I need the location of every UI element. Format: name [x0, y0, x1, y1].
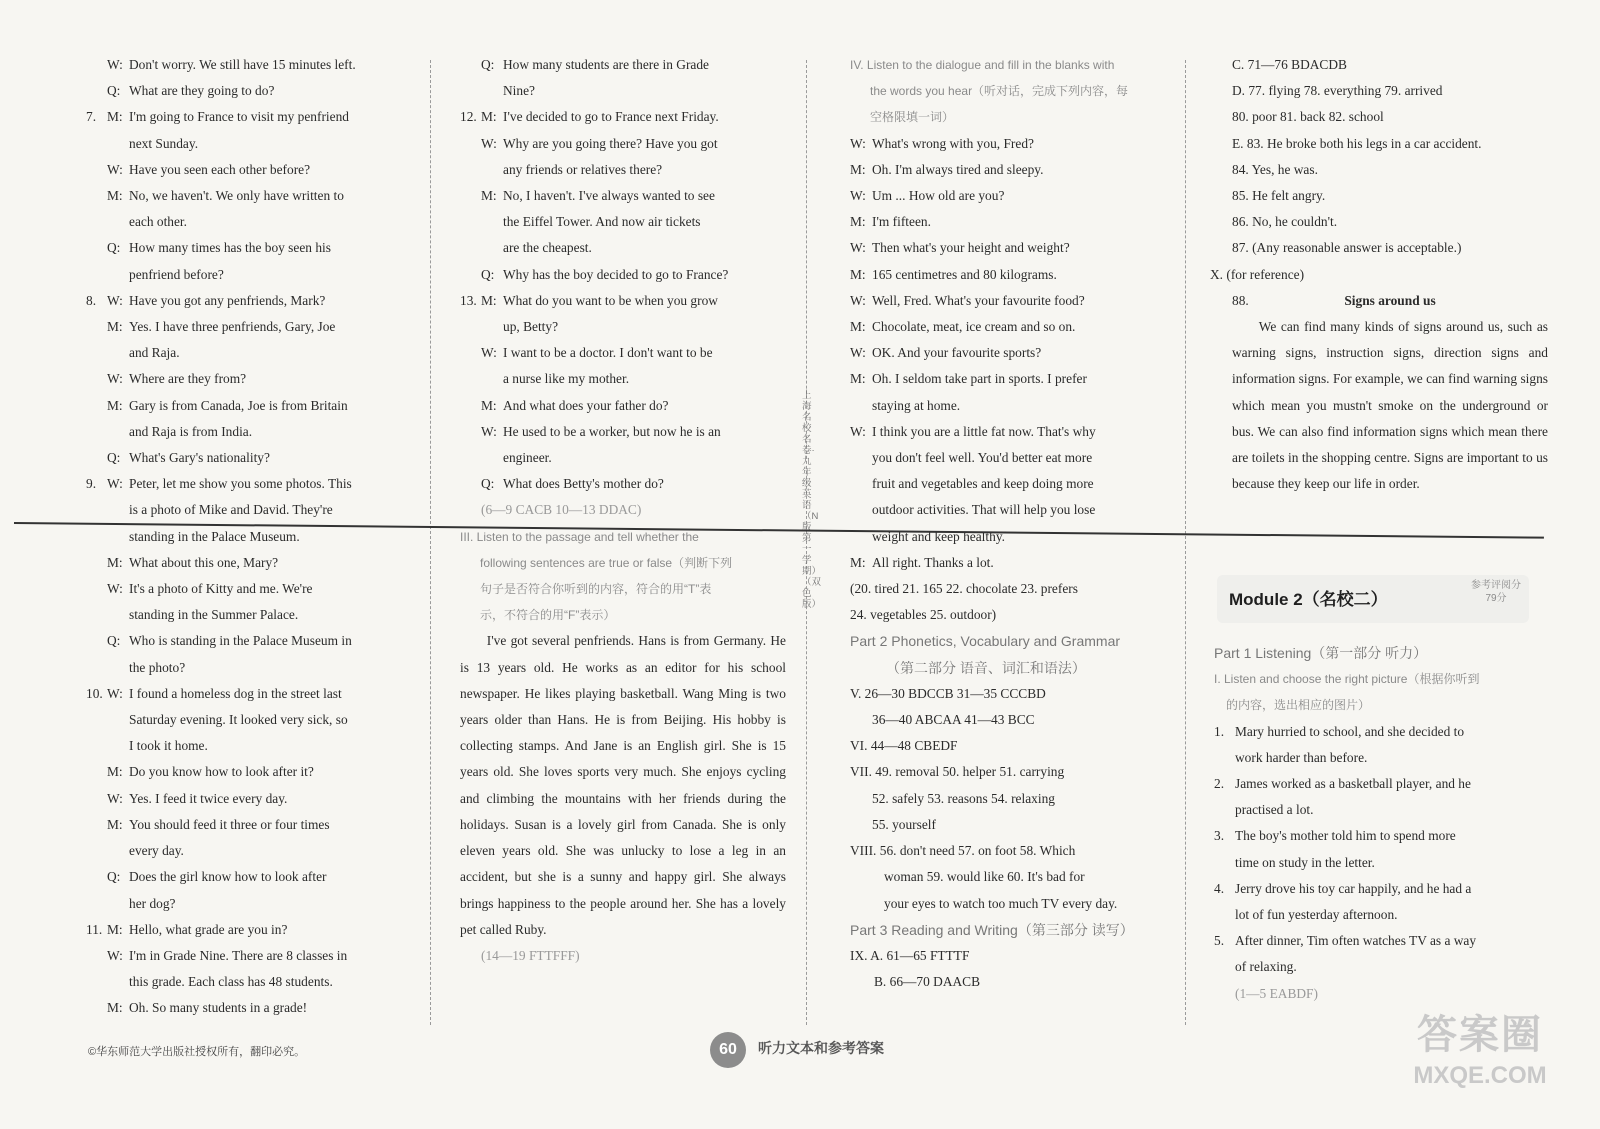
- dialogue-text: Oh. I'm always tired and sleepy.: [872, 161, 1044, 177]
- dialogue-text: Do you know how to look after it?: [129, 764, 314, 780]
- part-3-answers: [850, 943, 1170, 995]
- dialogue-text: up, Betty?: [503, 319, 559, 335]
- dialogue-text: Why are you going there? Have you got: [503, 135, 718, 151]
- speaker-label: M:: [107, 816, 123, 832]
- dialogue-text: I'm fifteen.: [872, 214, 931, 230]
- score-label: 参考评阅分: [1471, 580, 1521, 591]
- dialogue-line: [850, 419, 1170, 445]
- dialogue-line: [86, 995, 402, 1021]
- dialogue-text: No, we haven't. We only have written to: [129, 188, 344, 204]
- speaker-label: M:: [107, 397, 123, 413]
- dialogue-line: [86, 131, 402, 157]
- dialogue-line: [86, 471, 402, 497]
- dialogue-line: [850, 209, 1170, 235]
- speaker-label: M:: [850, 266, 866, 282]
- dialogue-line: [460, 445, 786, 471]
- item-text: After dinner, Tim often watches TV as a way: [1235, 933, 1477, 949]
- dialogue-line: [460, 104, 786, 130]
- dialogue-text: What's Gary's nationality?: [129, 450, 270, 466]
- dialogue-text: 165 centimetres and 80 kilograms.: [872, 266, 1057, 282]
- dialogue-text: weight and keep healthy.: [872, 528, 1005, 544]
- column-divider: [430, 60, 431, 1025]
- speaker-label: M:: [107, 1000, 123, 1016]
- dialogue-line: [460, 393, 786, 419]
- item-number: 10.: [86, 685, 103, 701]
- speaker-label: Q:: [481, 476, 495, 492]
- speaker-label: Q:: [107, 869, 121, 885]
- watermark-url: MXQE.COM: [1413, 1062, 1547, 1089]
- dialogue-text: I've decided to go to France next Friday.: [503, 109, 719, 125]
- speaker-label: M:: [107, 188, 123, 204]
- dialogue-text: you don't feel well. You'd better eat more: [872, 450, 1093, 466]
- essay-body: We can find many kinds of signs around us, such as warning signs, instruction signs, direction signs and information signs. For example, we can find warning signs which mean you mustn't smoke on the underground or bus. We can also find information signs which mean there are toilets in the shopping centre. Signs are important to us because they keep our life in order.: [1232, 319, 1548, 492]
- speaker-label: M:: [850, 214, 866, 230]
- dialogue-line: [86, 340, 402, 366]
- item-text: Jerry drove his toy car happily, and he had a: [1235, 880, 1472, 896]
- dialogue-line: [460, 157, 786, 183]
- item-number: 5.: [1214, 933, 1225, 949]
- item-number: 1.: [1214, 723, 1225, 739]
- dialogue-line: [850, 550, 1170, 576]
- answer-line: VIII. 56. don't need 57. on foot 58. Which: [850, 843, 1076, 859]
- dialogue-line: [850, 262, 1170, 288]
- column-divider: [1185, 60, 1186, 1025]
- dialogue-text: Peter, let me show you some photos. This: [129, 476, 352, 492]
- dialogue-line: [86, 262, 402, 288]
- dialogue-text: I want to be a doctor. I don't want to be: [503, 345, 713, 361]
- speaker-label: M:: [481, 188, 497, 204]
- speaker-label: M:: [107, 319, 123, 335]
- column-1-dialogues: [86, 52, 402, 1022]
- answer-line: 36—40 ABCAA 41—43 BCC: [872, 712, 1035, 728]
- dialogue-line: [86, 235, 402, 261]
- essay-number: 88.: [1232, 292, 1249, 308]
- watermark-logo: [1390, 1010, 1570, 1120]
- dialogue-line: [86, 917, 402, 943]
- answer-line: E. 83. He broke both his legs in a car accident.: [1232, 135, 1482, 151]
- dialogue-line: [850, 366, 1170, 392]
- answer-line: X. (for reference): [1210, 266, 1305, 282]
- dialogue-line: [850, 157, 1170, 183]
- dialogue-line: [86, 550, 402, 576]
- speaker-label: M:: [107, 921, 123, 937]
- dialogue-line: [86, 524, 402, 550]
- dialogue-text: this grade. Each class has 48 students.: [129, 974, 333, 990]
- dialogue-text: penfriend before?: [129, 266, 224, 282]
- item-number: 9.: [86, 476, 97, 492]
- footer-title: 听力文本和参考答案: [758, 1040, 884, 1056]
- answer-line: 55. yourself: [872, 816, 936, 832]
- score-value: 79分: [1485, 593, 1507, 604]
- dialogue-line: [86, 786, 402, 812]
- dialogue-line: [86, 602, 402, 628]
- speaker-label: M:: [850, 371, 866, 387]
- speaker-label: W:: [107, 581, 123, 597]
- dialogue-text: I found a homeless dog in the street last: [129, 685, 342, 701]
- listening-item: [1214, 771, 1530, 797]
- speaker-label: Q:: [107, 83, 121, 99]
- dialogue-text: I took it home.: [129, 738, 208, 754]
- instruction-line: 句子是否符合你听到的内容，符合的用“T”表: [480, 582, 712, 597]
- speaker-label: W:: [481, 345, 497, 361]
- part-2-heading: Part 2 Phonetics, Vocabulary and Grammar: [850, 633, 1121, 650]
- dialogue-text: What about this one, Mary?: [129, 554, 279, 570]
- instruction-line: following sentences are true or false（判断下列: [480, 555, 733, 570]
- dialogue-text: next Sunday.: [129, 135, 199, 151]
- dialogue-list: [850, 131, 1170, 576]
- dialogue-line: [86, 707, 402, 733]
- dialogue-line: [86, 419, 402, 445]
- speaker-label: W:: [850, 423, 866, 439]
- dialogue-line: [86, 655, 402, 681]
- answer-line: VI. 44—48 CBEDF: [850, 738, 958, 754]
- listening-item: [1214, 954, 1530, 980]
- speaker-label: M:: [850, 554, 866, 570]
- dialogue-line: [460, 52, 786, 78]
- listening-passage: I've got several penfriends. Hans is from Germany. He is 13 years old. He works as an editor for his school newspaper. He likes playing basketball. Wang Ming is two years older than Hans. He is from Beijing. His hobby is collecting stamps. And Jane is an English girl. She is 15 years old. She loves sports very much. She enjoys cycling and climbing the mountains with her friends during the holidays. Susan is a lovely girl from Canada. She is only eleven years old. She was unlucky to lose a leg in an accident, but she is a sunny and happy girl. She always brings happiness to the people around her. She has a lovely pet called Ruby.: [460, 633, 786, 937]
- dialogue-text: Well, Fred. What's your favourite food?: [872, 292, 1085, 308]
- dialogue-text: OK. And your favourite sports?: [872, 345, 1042, 361]
- dialogue-text: Yes. I feed it twice every day.: [129, 790, 288, 806]
- answer-line: 80. poor 81. back 82. school: [1232, 109, 1384, 125]
- answer-line: 87. (Any reasonable answer is acceptable.): [1232, 240, 1462, 256]
- dialogue-line: [86, 78, 402, 104]
- dialogue-text: standing in the Summer Palace.: [129, 607, 299, 623]
- speaker-label: W:: [107, 292, 123, 308]
- dialogue-text: engineer.: [503, 450, 552, 466]
- dialogue-text: Um ... How old are you?: [872, 188, 1005, 204]
- item-number: 4.: [1214, 880, 1225, 896]
- speaker-label: W:: [107, 476, 123, 492]
- dialogue-line: [86, 759, 402, 785]
- dialogue-line: [86, 52, 402, 78]
- dialogue-text: Why has the boy decided to go to France?: [503, 266, 729, 282]
- dialogue-text: What does Betty's mother do?: [503, 476, 664, 492]
- dialogue-text: I'm in Grade Nine. There are 8 classes in: [129, 947, 348, 963]
- dialogue-text: Have you got any penfriends, Mark?: [129, 292, 326, 308]
- dialogue-text: No, I haven't. I've always wanted to see: [503, 188, 715, 204]
- dialogue-line: [86, 864, 402, 890]
- dialogue-line: [460, 209, 786, 235]
- speaker-label: W:: [481, 423, 497, 439]
- part-1-heading: Part 1 Listening（第一部分 听力）: [1214, 645, 1428, 661]
- instruction-line: 的内容，选出相应的图片）: [1226, 698, 1371, 713]
- instruction-line: 示，不符合的用“F”表示）: [480, 608, 616, 623]
- dialogue-line: [460, 471, 786, 497]
- dialogue-text: What do you want to be when you grow: [503, 292, 718, 308]
- section-i-instruction: [1214, 666, 1530, 718]
- dialogue-line: [86, 288, 402, 314]
- dialogue-text: What's wrong with you, Fred?: [872, 135, 1034, 151]
- dialogue-text: staying at home.: [872, 397, 961, 413]
- dialogue-text: Gary is from Canada, Joe is from Britain: [129, 397, 348, 413]
- dialogue-text: Hello, what grade are you in?: [129, 921, 288, 937]
- dialogue-list: [460, 52, 786, 497]
- dialogue-line: [86, 891, 402, 917]
- dialogue-line: [86, 681, 402, 707]
- item-number: 13.: [460, 292, 477, 308]
- answer-list: [1210, 52, 1548, 288]
- dialogue-line: [86, 366, 402, 392]
- dialogue-text: I'm going to France to visit my penfriend: [129, 109, 349, 125]
- dialogue-line: [460, 262, 786, 288]
- item-text: lot of fun yesterday afternoon.: [1235, 907, 1398, 923]
- item-number: 7.: [86, 109, 97, 125]
- module-title: Module 2（名校二）: [1229, 590, 1388, 609]
- section-iv-instruction: [850, 52, 1170, 131]
- dialogue-line: [850, 183, 1170, 209]
- dialogue-line: [86, 183, 402, 209]
- dialogue-line: [460, 419, 786, 445]
- speaker-label: W:: [107, 371, 123, 387]
- listening-item: [1214, 823, 1530, 849]
- listening-item: [1214, 902, 1530, 928]
- dialogue-text: How many times has the boy seen his: [129, 240, 331, 256]
- listening-item: [1214, 797, 1530, 823]
- speaker-label: M:: [481, 109, 497, 125]
- answer-line: 52. safely 53. reasons 54. relaxing: [872, 790, 1055, 806]
- speaker-label: W:: [107, 790, 123, 806]
- listening-item: [1214, 745, 1530, 771]
- answer-line: D. 77. flying 78. everything 79. arrived: [1232, 83, 1443, 99]
- dialogue-line: [86, 812, 402, 838]
- dialogue-text: Oh. So many students in a grade!: [129, 1000, 308, 1016]
- speaker-label: W:: [850, 345, 866, 361]
- dialogue-text: and Raja.: [129, 345, 180, 361]
- dialogue-text: And what does your father do?: [503, 397, 669, 413]
- dialogue-text: a nurse like my mother.: [503, 371, 630, 387]
- page-number: 60: [710, 1032, 746, 1068]
- item-text: time on study in the letter.: [1235, 854, 1375, 870]
- reference-score: [1471, 579, 1521, 605]
- dialogue-line: [850, 445, 1170, 471]
- item-text: work harder than before.: [1235, 749, 1368, 765]
- instruction-line: the words you hear（听对话，完成下列内容，每: [870, 84, 1129, 99]
- instruction-line: III. Listen to the passage and tell whether the: [460, 529, 699, 544]
- answer-line: 84. Yes, he was.: [1232, 161, 1318, 177]
- answer-line: 86. No, he couldn't.: [1232, 214, 1338, 230]
- dialogue-text: He used to be a worker, but now he is an: [503, 423, 721, 439]
- dialogue-text: Don't worry. We still have 15 minutes left.: [129, 57, 356, 72]
- answer-key: (1—5 EABDF): [1235, 985, 1318, 1001]
- instruction-line: IV. Listen to the dialogue and fill in the blanks with: [850, 58, 1115, 72]
- dialogue-text: Nine?: [503, 83, 535, 99]
- dialogue-text: Yes. I have three penfriends, Gary, Joe: [129, 319, 336, 335]
- dialogue-line: [86, 393, 402, 419]
- instruction-line: 空格限填一词）: [870, 110, 955, 125]
- speaker-label: W:: [107, 685, 123, 701]
- speaker-label: W:: [107, 161, 123, 177]
- dialogue-line: [850, 131, 1170, 157]
- copyright-notice: ©华东师范大学出版社授权所有，翻印必究。: [88, 1046, 306, 1058]
- dialogue-line: [86, 969, 402, 995]
- dialogue-line: [460, 235, 786, 261]
- speaker-label: W:: [850, 135, 866, 151]
- essay-title-row: [1232, 288, 1548, 314]
- dialogue-line: [86, 628, 402, 654]
- answer-key: (6—9 CACB 10—13 DDAC): [481, 502, 642, 518]
- part-3-heading: Part 3 Reading and Writing（第三部分 读写）: [850, 921, 1134, 938]
- speaker-label: Q:: [107, 450, 121, 466]
- dialogue-line: [460, 340, 786, 366]
- module-2-listening: [1214, 640, 1530, 1020]
- essay-title: Signs around us: [1344, 292, 1436, 308]
- dialogue-line: [86, 157, 402, 183]
- dialogue-text: Where are they from?: [129, 371, 247, 387]
- dialogue-line: [850, 288, 1170, 314]
- dialogue-line: [850, 524, 1170, 550]
- dialogue-line: [86, 943, 402, 969]
- listening-item: [1214, 850, 1530, 876]
- dialogue-line: [850, 497, 1170, 523]
- answer-key: (14—19 FTTFFF): [481, 947, 580, 963]
- speaker-label: Q:: [481, 266, 495, 282]
- answer-key: [850, 576, 1170, 628]
- dialogue-line: [460, 183, 786, 209]
- answer-line: woman 59. would like 60. It's bad for: [884, 869, 1085, 885]
- listening-items: [1214, 719, 1530, 981]
- dialogue-text: I think you are a little fat now. That's why: [872, 423, 1096, 439]
- dialogue-line: [86, 209, 402, 235]
- item-text: of relaxing.: [1235, 959, 1297, 975]
- speaker-label: W:: [107, 57, 123, 72]
- dialogue-line: [460, 366, 786, 392]
- dialogue-text: any friends or relatives there?: [503, 161, 663, 177]
- speaker-label: M:: [850, 319, 866, 335]
- speaker-label: Q:: [107, 633, 121, 649]
- dialogue-line: [850, 340, 1170, 366]
- dialogue-line: [86, 445, 402, 471]
- dialogue-text: and Raja is from India.: [129, 423, 253, 439]
- answer-line: 24. vegetables 25. outdoor): [850, 607, 997, 623]
- dialogue-line: [850, 471, 1170, 497]
- dialogue-text: What are they going to do?: [129, 83, 275, 99]
- dialogue-text: Have you seen each other before?: [129, 161, 311, 177]
- speaker-label: M:: [107, 554, 123, 570]
- answer-line: B. 66—70 DAACB: [874, 974, 981, 990]
- item-number: 11.: [86, 921, 103, 937]
- speaker-label: Q:: [107, 240, 121, 256]
- listening-item: [1214, 928, 1530, 954]
- dialogue-text: How many students are there in Grade: [503, 57, 709, 72]
- answer-line: IX. A. 61—65 FTTTF: [850, 947, 970, 963]
- dialogue-line: [460, 78, 786, 104]
- answer-line: V. 26—30 BDCCB 31—35 CCCBD: [850, 685, 1046, 701]
- instruction-line: I. Listen and choose the right picture（根据你听到: [1214, 672, 1480, 687]
- speaker-label: W:: [850, 188, 866, 204]
- speaker-label: M:: [481, 397, 497, 413]
- speaker-label: M:: [481, 292, 497, 308]
- dialogue-line: [850, 314, 1170, 340]
- dialogue-text: Does the girl know how to look after: [129, 869, 327, 885]
- dialogue-text: outdoor activities. That will help you lose: [872, 502, 1096, 518]
- section-iii-instruction: [460, 524, 786, 629]
- item-text: James worked as a basketball player, and he: [1235, 776, 1471, 792]
- speaker-label: Q:: [481, 57, 495, 72]
- answer-line: your eyes to watch too much TV every day.: [884, 895, 1118, 911]
- dialogue-line: [86, 497, 402, 523]
- speaker-label: W:: [850, 240, 866, 256]
- speaker-label: W:: [107, 947, 123, 963]
- item-text: Mary hurried to school, and she decided to: [1235, 723, 1465, 739]
- answer-line: VII. 49. removal 50. helper 51. carrying: [850, 764, 1065, 780]
- dialogue-line: [86, 104, 402, 130]
- dialogue-line: [86, 314, 402, 340]
- dialogue-text: every day.: [129, 843, 184, 859]
- item-number: 12.: [460, 109, 477, 125]
- speaker-label: M:: [107, 109, 123, 125]
- dialogue-text: is a photo of Mike and David. They're: [129, 502, 333, 518]
- dialogue-text: are the cheapest.: [503, 240, 592, 256]
- dialogue-text: Who is standing in the Palace Museum in: [129, 633, 352, 649]
- answer-line: (20. tired 21. 165 22. chocolate 23. prefers: [850, 581, 1078, 597]
- speaker-label: W:: [481, 135, 497, 151]
- module-header: [1217, 575, 1529, 623]
- answer-line: 85. He felt angry.: [1232, 188, 1326, 204]
- dialogue-text: All right. Thanks a lot.: [872, 554, 994, 570]
- dialogue-text: standing in the Palace Museum.: [129, 528, 300, 544]
- item-text: The boy's mother told him to spend more: [1235, 828, 1456, 844]
- dialogue-line: [86, 838, 402, 864]
- dialogue-text: each other.: [129, 214, 187, 230]
- answer-line: C. 71—76 BDACDB: [1232, 57, 1347, 72]
- item-number: 8.: [86, 292, 97, 308]
- dialogue-text: the Eiffel Tower. And now air tickets: [503, 214, 701, 230]
- dialogue-text: Then what's your height and weight?: [872, 240, 1070, 256]
- speaker-label: M:: [850, 161, 866, 177]
- speaker-label: W:: [850, 292, 866, 308]
- dialogue-line: [460, 314, 786, 340]
- item-text: practised a lot.: [1235, 802, 1314, 818]
- dialogue-text: Chocolate, meat, ice cream and so on.: [872, 319, 1076, 335]
- column-2: [460, 52, 786, 1022]
- dialogue-text: It's a photo of Kitty and me. We're: [129, 581, 313, 597]
- part-2-subheading: （第二部分 语音、词汇和语法）: [886, 659, 1086, 676]
- dialogue-text: Saturday evening. It looked very sick, so: [129, 712, 348, 728]
- dialogue-line: [850, 235, 1170, 261]
- dialogue-line: [86, 733, 402, 759]
- listening-item: [1214, 719, 1530, 745]
- dialogue-text: fruit and vegetables and keep doing more: [872, 476, 1094, 492]
- spine-text: 上海名校名卷·九年级英语（N版 第一学期）（双色版）: [802, 390, 822, 610]
- item-number: 3.: [1214, 828, 1225, 844]
- dialogue-line: [460, 131, 786, 157]
- dialogue-text: Oh. I seldom take part in sports. I prefer: [872, 371, 1087, 387]
- dialogue-text: the photo?: [129, 659, 186, 675]
- part-2-answers: [850, 681, 1170, 917]
- watermark-text: 答案圈: [1417, 1013, 1543, 1057]
- dialogue-text: You should feed it three or four times: [129, 816, 330, 832]
- listening-item: [1214, 876, 1530, 902]
- dialogue-line: [850, 393, 1170, 419]
- dialogue-line: [460, 288, 786, 314]
- dialogue-text: her dog?: [129, 895, 176, 911]
- column-3: [850, 52, 1170, 1022]
- item-number: 2.: [1214, 776, 1225, 792]
- speaker-label: M:: [107, 764, 123, 780]
- dialogue-line: [86, 576, 402, 602]
